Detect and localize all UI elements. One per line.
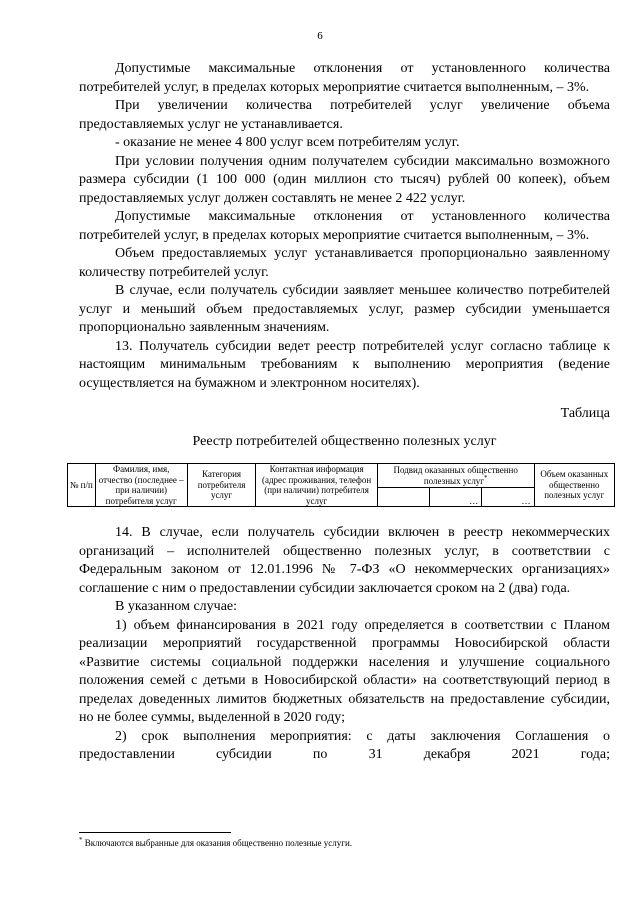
paragraph-max-subsidy: При условии получения одним получателем субсидии максимально возможного размера субсидии (1 100 000 (один миллион сто тысяч) рублей 00 копеек), объем предоставляемых услуг должен составлять не менее 2 422 услуг. bbox=[79, 153, 610, 206]
header-name: Фамилия, имя, отчество (последнее – при наличии) потребителя услуг bbox=[95, 464, 187, 507]
footnote-text: Включаются выбранные для оказания общественно полезные услуги. bbox=[82, 838, 353, 848]
header-services bbox=[377, 464, 534, 488]
paragraph-min-services: - оказание не менее 4 800 услуг всем потребителям услуг. bbox=[115, 135, 460, 150]
paragraph-deviation-2: Допустимые максимальные отклонения от установленного количества потребителей услуг, в пределах которых мероприятие считается выполненным, – 3%. bbox=[79, 209, 610, 243]
table-title: Реестр потребителей общественно полезных услуг bbox=[192, 433, 497, 449]
header-category: Категория потребителя услуг bbox=[187, 464, 256, 507]
paragraph-volume: Объем предоставляемых услуг устанавливается пропорционально заявленному количеству потребителей услуг. bbox=[79, 246, 610, 280]
header-services-mark: * bbox=[484, 473, 488, 482]
paragraph-term: 2) срок выполнения мероприятия: с даты заключения Соглашения о предоставлении субсидии по 31 декабря 2021 года; bbox=[79, 728, 610, 762]
footnote bbox=[79, 838, 352, 848]
paragraph-deviation-1: Допустимые максимальные отклонения от установленного количества потребителей услуг, в пределах которых мероприятие считается выполненным, – 3%. bbox=[79, 61, 610, 95]
spacer bbox=[79, 507, 610, 524]
paragraph-14: 14. В случае, если получатель субсидии включен в реестр некоммерческих организаций – исполнителей общественно полезных услуг, в соответствии с Федеральным законом от 12.01.1996 № 7-ФЗ «О некоммерческих организациях» соглашение с ним о предоставлении субсидии заключается сроком на 2 (два) года. bbox=[79, 525, 610, 596]
paragraph-case: В указанном случае: bbox=[115, 599, 238, 614]
header-number: № п/п bbox=[68, 464, 96, 507]
paragraph-financing: 1) объем финансирования в 2021 году определяется в соответствии с Планом реализации мероприятий государственной программы Новосибирской области «Развитие системы социальной поддержки населения и улучшение социального положения семей с детьми в Новосибирской области» на соответствующий период в пределах доведенных лимитов бюджетных обязательств на предоставление субсидии, но не более суммы, выделенной в 2020 году; bbox=[79, 617, 610, 725]
paragraph-registry: 13. Получатель субсидии ведет реестр потребителей услуг согласно таблице к настоящим минимальным требованиям к выполнению мероприятия (ведение осуществляется на бумажном и электронном носителях). bbox=[79, 338, 610, 391]
subheader-cell-2: … bbox=[429, 488, 481, 507]
footnote-mark: * bbox=[79, 836, 83, 844]
header-contact: Контактная информация (адрес проживания, телефон (при наличии) потребителя услуг bbox=[256, 464, 377, 507]
header-services-text: Подвид оказанных общественно полезных услуг bbox=[393, 465, 518, 486]
subheader-cell-3: … bbox=[482, 488, 534, 507]
registry-table bbox=[67, 463, 615, 507]
document-body bbox=[69, 60, 610, 765]
table-header-row bbox=[68, 464, 615, 488]
header-volume: Объем оказанных общественно полезных услуг bbox=[534, 464, 614, 507]
table-label: Таблица bbox=[560, 406, 610, 421]
paragraph-increase: При увеличении количества потребителей услуг увеличение объема предоставляемых услуг не устанавливается. bbox=[79, 98, 610, 132]
footnote-separator bbox=[79, 832, 231, 833]
subheader-cell-1 bbox=[377, 488, 429, 507]
page-number: 6 bbox=[317, 30, 323, 42]
paragraph-reduction: В случае, если получатель субсидии заявляет меньшее количество потребителей услуг и меньший объем предоставляемых услуг, размер субсидии уменьшается пропорционально заявленным значениям. bbox=[79, 283, 610, 335]
